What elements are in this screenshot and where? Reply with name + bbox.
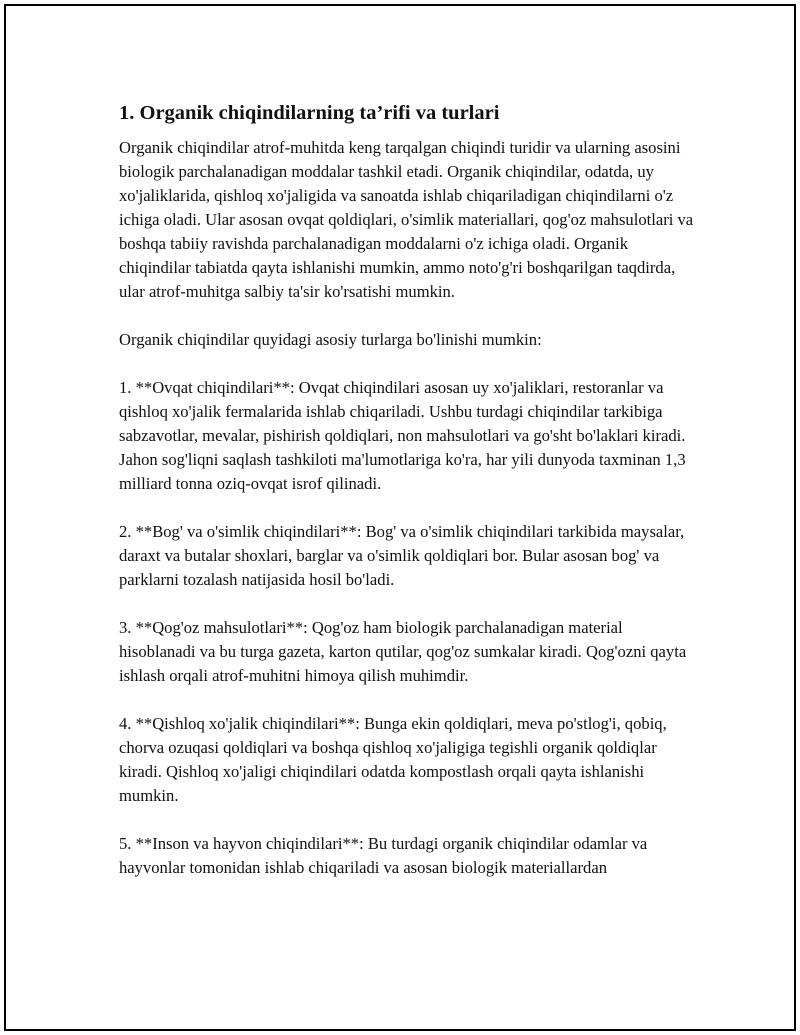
list-item-agricultural-waste: 4. **Qishloq xo'jalik chiqindilari**: Bunga ekin qoldiqlari, meva po'stlog'i, qobiq, chorva ozuqasi qoldiqlari va boshqa qishloq xo'jaligiga tegishli organik qoldiqlar kiradi. Qishloq xo'jaligi chiqindilari odatda kompostlash orqali qayta ishlanishi mumkin. [119, 714, 667, 805]
list-item-food-waste: 1. **Ovqat chiqindilari**: Ovqat chiqindilari asosan uy xo'jaliklari, restoranlar va qishloq xo'jalik fermalarida ishlab chiqariladi. Ushbu turdagi chiqindilar tarkibiga sabzavotlar, mevalar, pishirish qoldiqlari, non mahsulotlari va go'sht bo'laklari kiradi. Jahon sog'liqni saqlash tashkiloti ma'lumotlariga ko'ra, har yili dunyoda taxminan 1,3 milliard tonna oziq-ovqat isrof qilinadi. [119, 378, 686, 493]
list-item-paper-products: 3. **Qog'oz mahsulotlari**: Qog'oz ham biologik parchalanadigan material hisoblanadi va bu turga gazeta, karton qutilar, qog'oz sumkalar kiradi. Qog'ozni qayta ishlash orqali atrof-muhitni himoya qilish muhimdir. [119, 618, 687, 685]
intro-paragraph: Organik chiqindilar atrof-muhitda keng tarqalgan chiqindi turidir va ularning asosini biologik parchalanadigan moddalar tashkil etadi. Organik chiqindilar, odatda, uy xo'jaliklarida, qishloq xo'jaligida va sanoatda ishlab chiqariladigan chiqindilarni o'z ichiga oladi. Ular asosan ovqat qoldiqlari, o'simlik materiallari, qog'oz mahsulotlari va boshqa tabiiy ravishda parchalanadigan moddalarni o'z ichiga oladi. Organik chiqindilar tabiatda qayta ishlanishi mumkin, ammo noto'g'ri boshqarilgan taqdirda, ular atrof-muhitga salbiy ta'sir ko'rsatishi mumkin. [119, 138, 694, 301]
document-content [119, 100, 699, 880]
document-page [4, 4, 796, 1031]
list-item-human-animal-waste: 5. **Inson va hayvon chiqindilari**: Bu turdagi organik chiqindilar odamlar va hayvonlar tomonidan ishlab chiqariladi va asosan biologik materiallardan [119, 834, 648, 877]
section-heading: 1. Organik chiqindilarning ta’rifi va turlari [119, 102, 500, 124]
list-item-garden-waste: 2. **Bog' va o'simlik chiqindilari**: Bog' va o'simlik chiqindilari tarkibida maysalar, daraxt va butalar shoxlari, barglar va o'simlik qoldiqlari bor. Bular asosan bog' va parklarni tozalash natijasida hosil bo'ladi. [119, 522, 685, 589]
types-intro-paragraph: Organik chiqindilar quyidagi asosiy turlarga bo'linishi mumkin: [119, 330, 542, 349]
